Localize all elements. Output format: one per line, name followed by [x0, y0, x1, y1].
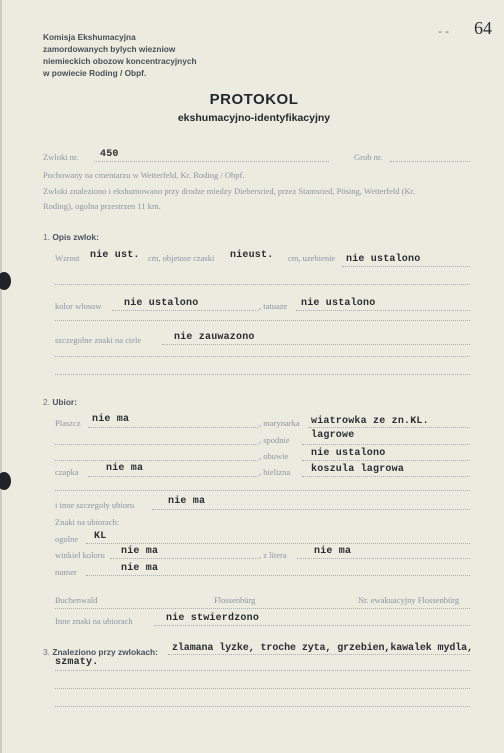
org-line-3: niemieckich obozow koncentracyjnych	[43, 56, 197, 66]
spodnie-value: lagrowe	[311, 430, 355, 441]
bielizna-value: koszula lagrowa	[311, 464, 405, 475]
document-subtitle: ekshumacyjno-identyfikacyjny	[177, 112, 331, 124]
spodnie-label: , spodnie	[259, 435, 290, 445]
znaki-cialo-value: nie zauwazono	[174, 332, 255, 343]
uzebienie-value: nie ustalono	[346, 254, 421, 265]
nr-ewakuacyjny-label: Nr. ewakuacyjny Flossenbürg	[358, 595, 460, 605]
binder-hole-top	[0, 272, 11, 290]
znaleziono-value-line-2: szmaty.	[55, 657, 99, 668]
zwloki-value: 450	[100, 149, 119, 160]
inne-znaki-value: nie stwierdzono	[166, 613, 260, 624]
numer-value: nie ma	[121, 563, 159, 574]
org-line-2: zamordowanych bylych wiezniow	[43, 44, 176, 54]
org-line-1: Komisja Ekshumacyjna	[43, 32, 136, 42]
inne-szczegoly-label: i inne szczegoly ubioru	[55, 500, 135, 510]
znaleziono-line-1: Zwloki znaleziono i ekshumowano przy drodze miedzy Diebersried, przez Stamsried, Pösing, Wetterfeld (Kr.	[43, 186, 416, 196]
czapka-label: czapka	[55, 467, 79, 477]
marynarka-value: wiatrowka ze zn.KL.	[311, 416, 429, 427]
plaszcz-label: Plaszcz	[55, 418, 81, 428]
obuwie-label: , obuwie	[259, 451, 289, 461]
litera-value: nie ma	[314, 546, 352, 557]
pochowany-text: Pochowany na cmentarzu w Wetterfeld, Kr. Roding / Obpf.	[43, 170, 245, 180]
section-3-heading: 3. Znaleziono przy zwlokach:	[43, 647, 158, 657]
inne-szczegoly-value: nie ma	[168, 496, 206, 507]
binder-hole-bottom	[0, 472, 11, 490]
znaleziono-value-line-1: zlamana lyzke, troche zyta, grzebien,kawalek mydla,	[172, 643, 473, 654]
document-title: PROTOKOL	[209, 91, 299, 108]
cm-czaski-label: cm, objetose czaski	[148, 253, 215, 263]
marynarka-label: , marynarka	[259, 418, 300, 428]
zwloki-label: Zwloki nr.	[43, 152, 79, 162]
bielizna-label: , bielizna	[259, 467, 291, 477]
corner-mark: - -	[438, 24, 449, 38]
ogolne-value: KL	[94, 531, 107, 542]
obuwie-value: nie ustalono	[311, 448, 386, 459]
znaki-ubiorach-label: Znaki na ubiorach:	[55, 517, 120, 527]
section-2-heading: 2. Ubior:	[43, 397, 77, 407]
znaleziono-line-2: Roding), ogolna przestrzen 11 km.	[43, 201, 161, 211]
znaki-cialo-label: szczegolne znaki na ciele	[55, 335, 142, 345]
wzrost-label: Wzrost	[55, 253, 80, 263]
grob-label: Grob nr.	[354, 152, 383, 162]
tatuaze-label: , tatuaze	[259, 301, 288, 311]
tatuaze-value: nie ustalono	[301, 298, 376, 309]
camp-flossenburg: Flossenbürg	[214, 595, 256, 605]
wzrost-value: nie ust.	[90, 250, 140, 261]
kolor-label: kolor wlosow	[55, 301, 102, 311]
czapka-value: nie ma	[106, 463, 144, 474]
numer-label: numer	[55, 567, 77, 577]
litera-label: , z litera	[259, 550, 287, 560]
winkiel-value: nie ma	[121, 546, 159, 557]
kolor-value: nie ustalono	[124, 298, 199, 309]
ogolne-label: ogolne	[55, 534, 79, 544]
section-1-heading: 1. Opis zwlok:	[43, 232, 99, 242]
winkiel-label: winkiel koloru	[55, 550, 105, 560]
czaska-value: nieust.	[230, 250, 274, 261]
plaszcz-value: nie ma	[92, 414, 130, 425]
page-number: 64	[474, 18, 492, 38]
inne-znaki-label: Inne znaki na ubiorach	[55, 616, 133, 626]
camp-buchenwald: Buchenwald	[55, 595, 98, 605]
org-line-4: w powiecie Roding / Obpf.	[43, 68, 147, 78]
cm-uzebienie-label: cm, uzebienie	[288, 253, 336, 263]
